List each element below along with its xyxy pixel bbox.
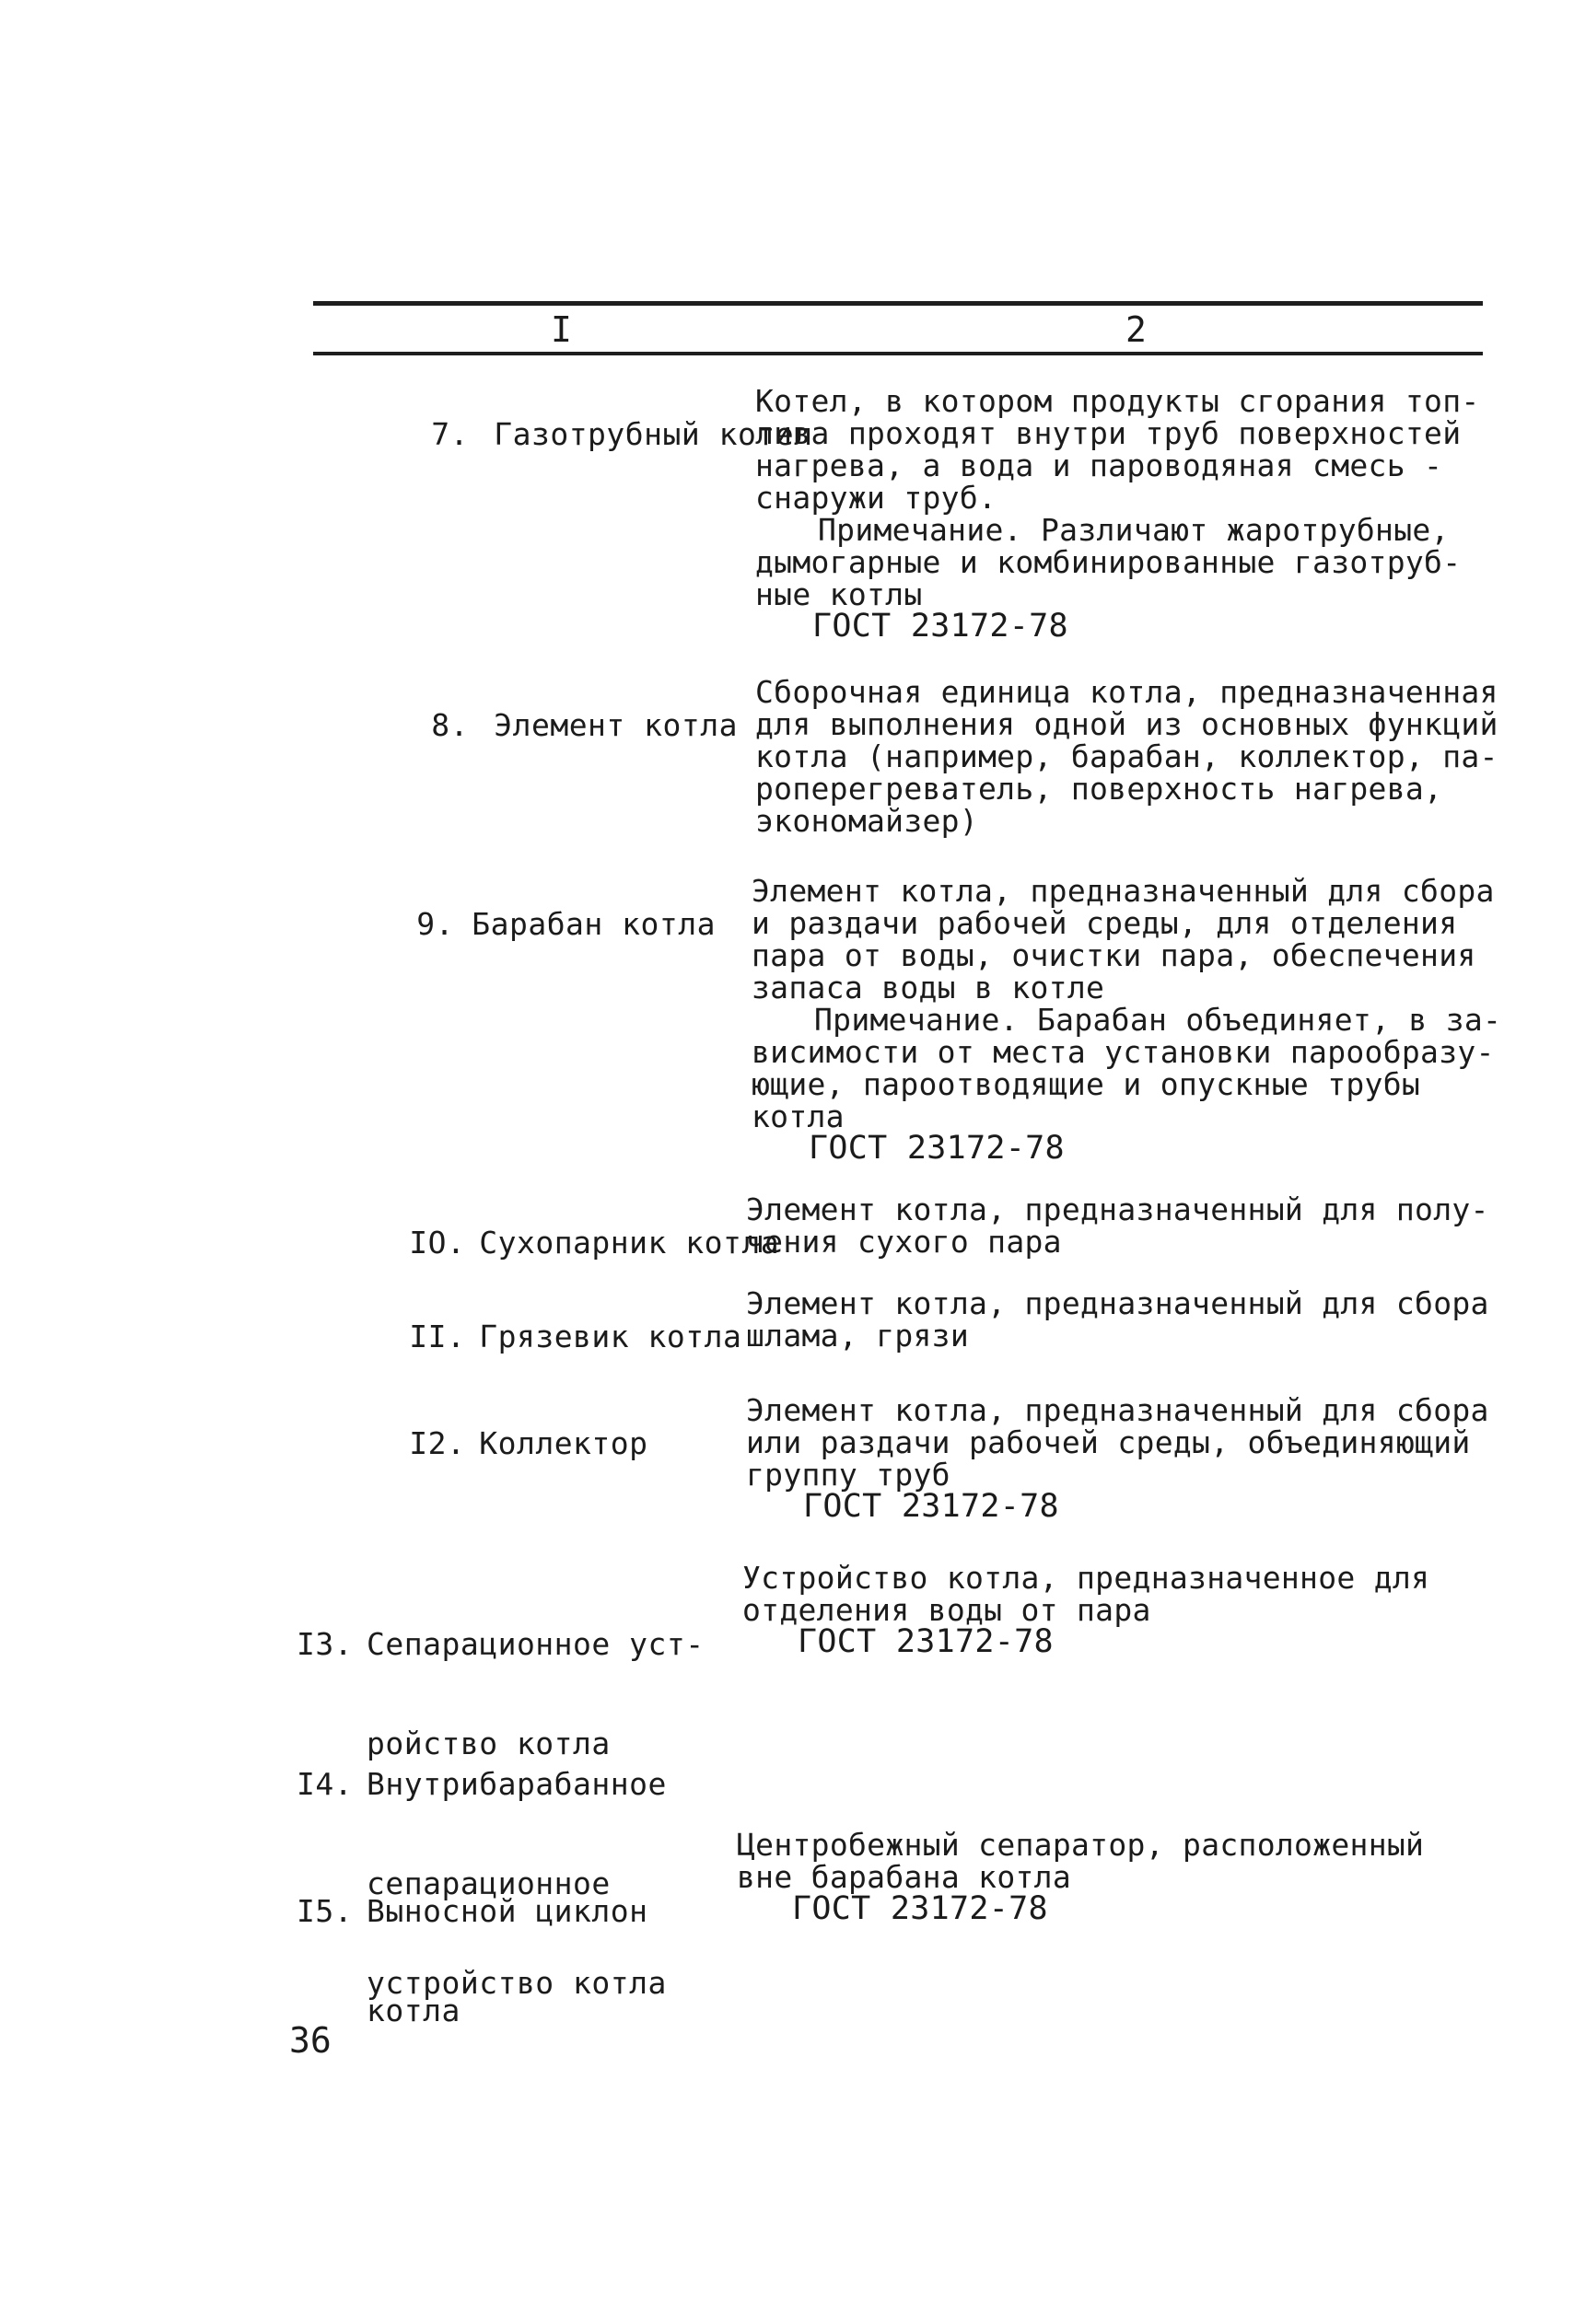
definition-cell: [752, 875, 1507, 1165]
definition-line: отделения воды от пара: [742, 1592, 1151, 1628]
definition-line: Котел, в котором продукты сгорания топ-: [755, 383, 1480, 419]
term-cell: [297, 1829, 648, 2094]
definition-line: лива проходят внутри труб поверхностей: [755, 415, 1462, 451]
definition-cell: [742, 1562, 1498, 1658]
term-text: устройство котла: [367, 1965, 667, 2001]
term-text: сепарационное: [367, 1865, 611, 1901]
term-text: Сепарационное уст-: [367, 1626, 705, 1662]
definition-line: снаружи труб.: [755, 480, 997, 516]
entry-number: I5.: [297, 1893, 354, 1929]
entry-number: 7.: [431, 416, 469, 452]
definition-cell: [746, 1193, 1501, 1258]
definition-line: Элемент котла, предназначенный для полу-: [746, 1191, 1489, 1227]
term-text: Грязевик котла: [479, 1319, 742, 1354]
definition-line: пара от воды, очистки пара, обеспечения: [752, 937, 1476, 973]
definition-line: чения сухого пара: [746, 1224, 1062, 1260]
entry-number: I2.: [409, 1425, 466, 1461]
definition-line: Сборочная единица котла, предназначенная: [755, 674, 1498, 710]
gost-reference: ГОСТ 23172-78: [809, 1130, 1065, 1167]
note-line: ющие, пароотводящие и опускные трубы: [752, 1066, 1421, 1102]
note-line: дымогарные и комбинированные газотруб-: [755, 544, 1462, 580]
term-cell: [297, 1193, 779, 1293]
term-cell: [297, 1287, 741, 1387]
note-line: ные котлы: [755, 576, 923, 612]
definition-line: вне барабана котла: [737, 1859, 1072, 1895]
definition-line: группу труб: [746, 1457, 950, 1493]
term-text: котла: [367, 1993, 461, 2028]
gost-reference: ГОСТ 23172-78: [803, 1488, 1059, 1525]
definition-line: роперегреватель, поверхность нагрева,: [755, 771, 1443, 807]
term-text: Коллектор: [479, 1425, 648, 1461]
definition-cell: [755, 676, 1510, 837]
definition-cell: [755, 385, 1510, 643]
term-text: Сухопарник котла: [479, 1225, 780, 1261]
definition-line: или раздачи рабочей среды, объединяющий: [746, 1424, 1471, 1460]
term-text: Элемент котла: [494, 707, 738, 743]
entry-number: II.: [409, 1319, 466, 1354]
page-number: 36: [289, 2020, 332, 2061]
entry-number: I4.: [297, 1766, 354, 1802]
definition-line: нагрева, а вода и пароводяная смесь -: [755, 447, 1443, 483]
note-line: Примечание. Барабан объединяет, в за-: [814, 1002, 1502, 1038]
definition-line: экономайзер): [755, 803, 979, 839]
column-header-1: I: [551, 309, 572, 350]
entry-number: I3.: [297, 1626, 354, 1662]
table-header-rule: [313, 352, 1483, 355]
column-header-2: 2: [1125, 309, 1147, 350]
term-text: Газотрубный котел: [494, 416, 813, 452]
term-cell: [297, 1394, 648, 1493]
definition-cell: [737, 1829, 1492, 1925]
term-text: Внутрибарабанное: [367, 1766, 667, 1802]
definition-cell: [746, 1287, 1501, 1352]
term-cell: [319, 385, 812, 484]
definition-line: Центробежный сепаратор, расположенный: [737, 1827, 1425, 1863]
definition-line: котла (например, барабан, коллектор, па-: [755, 738, 1498, 774]
note-line: висимости от места установки парообразу-: [752, 1034, 1495, 1070]
note-line: котла: [752, 1098, 845, 1134]
definition-line: шлама, грязи: [746, 1318, 970, 1354]
term-cell: [304, 875, 716, 974]
definition-line: Устройство котла, предназначенное для: [742, 1560, 1430, 1596]
gost-reference: ГОСТ 23172-78: [792, 1890, 1048, 1927]
term-text: Барабан котла: [472, 906, 716, 942]
term-text: ройство котла: [367, 1726, 611, 1761]
entry-number: IO.: [409, 1225, 466, 1261]
definition-cell: [746, 1394, 1501, 1523]
table-top-rule: [313, 301, 1483, 306]
definition-line: Элемент котла, предназначенный для сбора: [746, 1392, 1489, 1428]
entry-number: 8.: [431, 707, 469, 743]
definition-line: и раздачи рабочей среды, для отделения: [752, 905, 1458, 941]
definition-line: для выполнения одной из основных функций: [755, 706, 1498, 742]
note-line: Примечание. Различают жаротрубные,: [818, 512, 1450, 548]
term-text: Выносной циклон: [367, 1893, 648, 1929]
gost-reference: ГОСТ 23172-78: [798, 1623, 1054, 1660]
definition-line: запаса воды в котле: [752, 970, 1105, 1005]
definition-line: Элемент котла, предназначенный для сбора: [746, 1285, 1489, 1321]
term-cell: [319, 676, 738, 775]
definition-line: Элемент котла, предназначенный для сбора: [752, 873, 1495, 909]
entry-number: 9.: [416, 906, 454, 942]
gost-reference: ГОСТ 23172-78: [812, 608, 1068, 645]
